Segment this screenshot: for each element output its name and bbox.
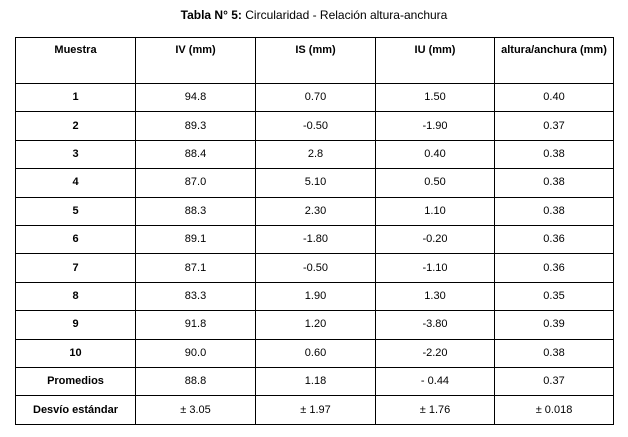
table-cell: 0.36 <box>495 226 614 254</box>
row-label: 9 <box>16 311 136 339</box>
circularity-table <box>15 37 614 425</box>
table-cell: 0.37 <box>495 368 614 396</box>
column-header: IS (mm) <box>256 38 376 84</box>
table-row <box>16 226 614 254</box>
row-label: 7 <box>16 254 136 282</box>
table-cell: 88.3 <box>136 197 256 225</box>
column-header: IU (mm) <box>376 38 495 84</box>
row-label: 4 <box>16 169 136 197</box>
table-cell: -0.20 <box>376 226 495 254</box>
table-cell: -1.10 <box>376 254 495 282</box>
table-cell: ± 1.97 <box>256 396 376 425</box>
row-label: 6 <box>16 226 136 254</box>
column-header: Muestra <box>16 38 136 84</box>
table-cell: 89.3 <box>136 112 256 140</box>
row-label: Desvío estándar <box>16 396 136 425</box>
table-cell: 1.30 <box>376 282 495 310</box>
column-header: IV (mm) <box>136 38 256 84</box>
table-cell: 94.8 <box>136 84 256 112</box>
table-cell: ± 1.76 <box>376 396 495 425</box>
table-cell: 0.38 <box>495 169 614 197</box>
row-label: 8 <box>16 282 136 310</box>
table-cell: -0.50 <box>256 254 376 282</box>
table-cell: 88.8 <box>136 368 256 396</box>
row-label: 1 <box>16 84 136 112</box>
table-cell: 1.50 <box>376 84 495 112</box>
table-cell: ± 0.018 <box>495 396 614 425</box>
table-cell: -3.80 <box>376 311 495 339</box>
table-row <box>16 339 614 367</box>
table-cell: 1.20 <box>256 311 376 339</box>
table-cell: 0.38 <box>495 339 614 367</box>
table-cell: 0.60 <box>256 339 376 367</box>
table-cell: 0.70 <box>256 84 376 112</box>
table-cell: 5.10 <box>256 169 376 197</box>
table-cell: 83.3 <box>136 282 256 310</box>
row-label: 5 <box>16 197 136 225</box>
table-cell: 0.36 <box>495 254 614 282</box>
table-cell: 0.50 <box>376 169 495 197</box>
table-cell: 87.0 <box>136 169 256 197</box>
table-cell: -2.20 <box>376 339 495 367</box>
table-cell: 1.10 <box>376 197 495 225</box>
table-cell: 91.8 <box>136 311 256 339</box>
table-cell: 0.40 <box>495 84 614 112</box>
table-caption <box>0 8 628 22</box>
table-cell: 2.30 <box>256 197 376 225</box>
table-cell: - 0.44 <box>376 368 495 396</box>
table-row <box>16 282 614 310</box>
table-cell: 0.39 <box>495 311 614 339</box>
row-label: Promedios <box>16 368 136 396</box>
table-row <box>16 311 614 339</box>
table-cell: -0.50 <box>256 112 376 140</box>
table-row <box>16 254 614 282</box>
table-cell: 1.18 <box>256 368 376 396</box>
table-cell: 1.90 <box>256 282 376 310</box>
table-cell: -1.90 <box>376 112 495 140</box>
table-cell: 0.40 <box>376 140 495 168</box>
table-cell: 90.0 <box>136 339 256 367</box>
table-row <box>16 84 614 112</box>
table-row <box>16 112 614 140</box>
table-cell: -1.80 <box>256 226 376 254</box>
table-row <box>16 197 614 225</box>
table-row <box>16 368 614 396</box>
table-body <box>16 84 614 425</box>
table-row <box>16 169 614 197</box>
table-cell: 2.8 <box>256 140 376 168</box>
table-row <box>16 396 614 425</box>
table-cell: 88.4 <box>136 140 256 168</box>
table-cell: 89.1 <box>136 226 256 254</box>
table-cell: 87.1 <box>136 254 256 282</box>
table-cell: 0.38 <box>495 140 614 168</box>
table-row <box>16 140 614 168</box>
table-cell: 0.38 <box>495 197 614 225</box>
header-row <box>16 38 614 84</box>
table-cell: 0.35 <box>495 282 614 310</box>
row-label: 10 <box>16 339 136 367</box>
caption-text: Circularidad - Relación altura-anchura <box>241 8 448 22</box>
caption-label: Tabla N° 5: <box>180 8 242 22</box>
column-header: altura/anchura (mm) <box>495 38 614 84</box>
row-label: 2 <box>16 112 136 140</box>
row-label: 3 <box>16 140 136 168</box>
table-cell: ± 3.05 <box>136 396 256 425</box>
table-cell: 0.37 <box>495 112 614 140</box>
